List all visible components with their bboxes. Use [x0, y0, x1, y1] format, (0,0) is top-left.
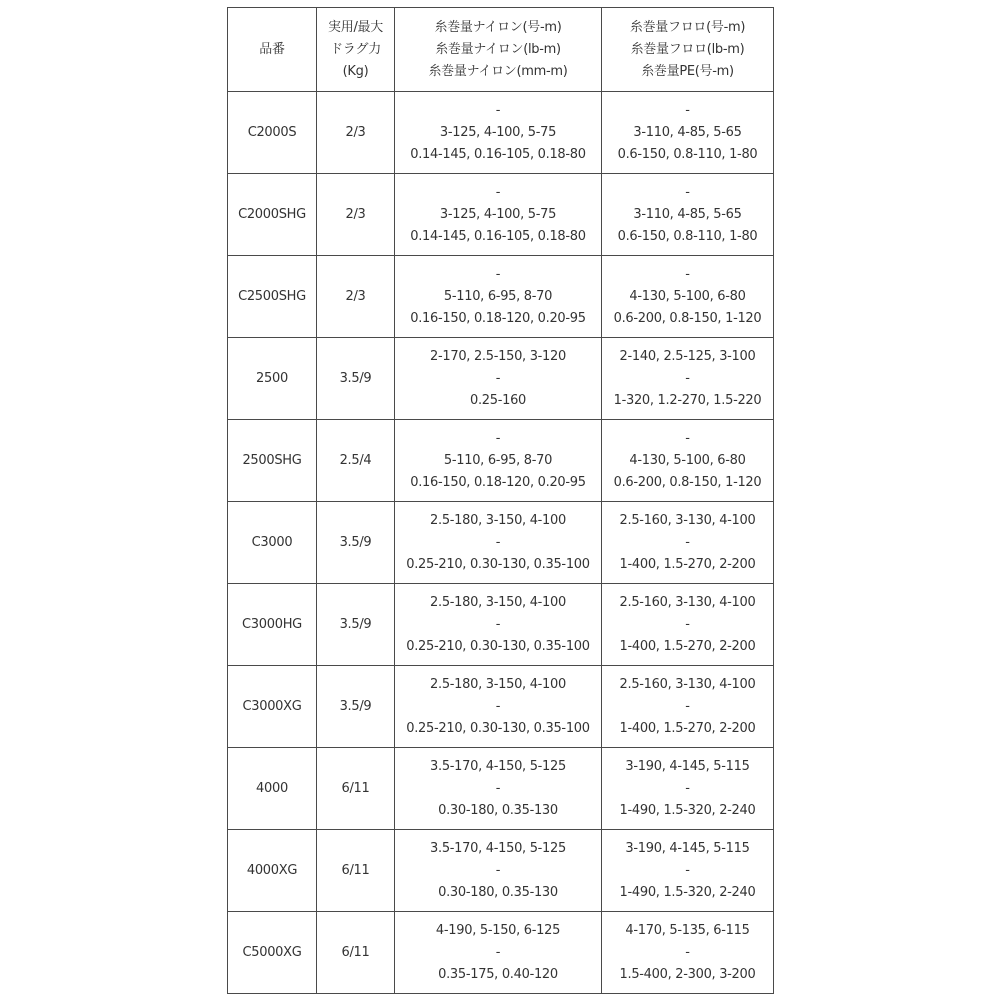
cell-drag [317, 830, 395, 912]
table-row [228, 748, 774, 830]
cell-fluoro [602, 502, 774, 584]
cell-nylon-line: - [495, 534, 501, 550]
cell-fluoro-line: - [685, 698, 690, 714]
cell-fluoro-line: 4-170, 5-135, 6-115 [625, 922, 750, 938]
cell-nylon-line: 0.16-150, 0.18-120, 0.20-95 [410, 474, 586, 490]
table-row [228, 830, 774, 912]
cell-nylon [395, 748, 602, 830]
cell-model-line: C2000S [247, 124, 297, 140]
cell-drag-line: 6/11 [341, 862, 370, 878]
cell-drag [317, 748, 395, 830]
cell-nylon-line: 2.5-180, 3-150, 4-100 [430, 594, 566, 610]
cell-nylon [395, 912, 602, 994]
cell-model-line: C5000XG [242, 944, 302, 960]
cell-model [228, 912, 317, 994]
cell-fluoro [602, 420, 774, 502]
cell-fluoro-line: 2-140, 2.5-125, 3-100 [619, 348, 756, 364]
cell-fluoro [602, 666, 774, 748]
cell-nylon-line: 3.5-170, 4-150, 5-125 [430, 758, 566, 774]
cell-fluoro-line: - [685, 430, 690, 446]
cell-nylon-line: 0.14-145, 0.16-105, 0.18-80 [410, 146, 586, 162]
header-drag-line: ドラグ力 [330, 41, 381, 57]
cell-fluoro [602, 584, 774, 666]
cell-nylon-line: 0.30-180, 0.35-130 [438, 802, 558, 818]
cell-fluoro-line: 1-400, 1.5-270, 2-200 [619, 720, 756, 736]
cell-fluoro-line: - [685, 616, 690, 632]
cell-drag-line: 2.5/4 [339, 452, 372, 468]
header-fluoro-pe-capacity [602, 8, 774, 92]
cell-fluoro [602, 912, 774, 994]
cell-nylon [395, 256, 602, 338]
cell-nylon-line: - [495, 698, 501, 714]
spec-table-body [228, 92, 774, 994]
cell-fluoro-line: 2.5-160, 3-130, 4-100 [619, 512, 756, 528]
cell-fluoro-line: 4-130, 5-100, 6-80 [629, 452, 746, 468]
cell-nylon [395, 666, 602, 748]
cell-drag [317, 584, 395, 666]
cell-nylon-line: 2-170, 2.5-150, 3-120 [430, 348, 566, 364]
cell-fluoro-line: 1-400, 1.5-270, 2-200 [619, 556, 756, 572]
cell-drag [317, 912, 395, 994]
cell-fluoro-line: - [685, 370, 690, 386]
cell-nylon-line: 2.5-180, 3-150, 4-100 [430, 676, 566, 692]
cell-nylon-line: - [495, 184, 501, 200]
header-drag [317, 8, 395, 92]
cell-fluoro-line: 3-110, 4-85, 5-65 [633, 206, 742, 222]
cell-drag-line: 6/11 [341, 944, 370, 960]
cell-fluoro-line: 3-190, 4-145, 5-115 [625, 758, 750, 774]
header-drag-line: 実用/最大 [328, 19, 383, 35]
table-row [228, 666, 774, 748]
cell-nylon-line: 3.5-170, 4-150, 5-125 [430, 840, 566, 856]
table-row [228, 420, 774, 502]
cell-model-line: 4000XG [246, 862, 298, 878]
header-fluoro-line: 糸巻量フロロ(号-m) [629, 19, 746, 35]
spec-table-header [228, 8, 774, 92]
cell-model-line: 2500 [256, 370, 288, 386]
table-row [228, 92, 774, 174]
cell-fluoro-line: 2.5-160, 3-130, 4-100 [619, 594, 756, 610]
cell-nylon [395, 92, 602, 174]
cell-nylon-line: - [495, 944, 501, 960]
cell-fluoro [602, 174, 774, 256]
cell-model [228, 420, 317, 502]
cell-model-line: C3000 [251, 534, 293, 550]
cell-fluoro-line: 1-400, 1.5-270, 2-200 [619, 638, 756, 654]
cell-drag [317, 92, 395, 174]
cell-model [228, 256, 317, 338]
cell-nylon-line: - [495, 616, 501, 632]
cell-model [228, 502, 317, 584]
cell-nylon [395, 584, 602, 666]
cell-nylon-line: 0.30-180, 0.35-130 [438, 884, 558, 900]
cell-nylon-line: 0.25-210, 0.30-130, 0.35-100 [406, 638, 590, 654]
cell-model [228, 338, 317, 420]
cell-drag [317, 174, 395, 256]
table-row [228, 174, 774, 256]
cell-drag-line: 6/11 [341, 780, 370, 796]
cell-nylon [395, 830, 602, 912]
cell-drag-line: 3.5/9 [339, 698, 372, 714]
cell-drag-line: 3.5/9 [339, 534, 372, 550]
cell-nylon-line: 5-110, 6-95, 8-70 [443, 288, 553, 304]
cell-nylon-line: - [495, 102, 501, 118]
cell-fluoro-line: 0.6-150, 0.8-110, 1-80 [617, 228, 758, 244]
cell-model-line: C3000XG [242, 698, 302, 714]
header-nylon-line: 糸巻量ナイロン(lb-m) [435, 41, 561, 57]
header-model-line: 品番 [259, 41, 285, 57]
cell-fluoro-line: 3-190, 4-145, 5-115 [625, 840, 750, 856]
cell-model [228, 830, 317, 912]
cell-fluoro-line: - [685, 534, 690, 550]
cell-nylon [395, 174, 602, 256]
cell-fluoro-line: 1.5-400, 2-300, 3-200 [619, 966, 756, 982]
cell-drag [317, 338, 395, 420]
cell-fluoro-line: 0.6-200, 0.8-150, 1-120 [613, 310, 762, 326]
cell-fluoro-line: 0.6-150, 0.8-110, 1-80 [617, 146, 758, 162]
cell-drag [317, 256, 395, 338]
header-nylon-line: 糸巻量ナイロン(mm-m) [428, 63, 568, 79]
cell-fluoro-line: - [685, 944, 690, 960]
cell-nylon-line: 0.25-160 [469, 392, 527, 408]
table-row [228, 256, 774, 338]
cell-drag [317, 502, 395, 584]
cell-model-line: C3000HG [242, 616, 302, 632]
cell-nylon-line: 0.25-210, 0.30-130, 0.35-100 [406, 556, 590, 572]
cell-model [228, 748, 317, 830]
cell-nylon [395, 420, 602, 502]
header-drag-line: (Kg) [342, 63, 369, 79]
cell-drag-line: 2/3 [345, 288, 366, 304]
cell-model [228, 666, 317, 748]
cell-fluoro [602, 338, 774, 420]
cell-nylon-line: - [495, 370, 501, 386]
cell-fluoro-line: - [685, 862, 690, 878]
cell-nylon-line: 3-125, 4-100, 5-75 [439, 206, 557, 222]
table-row [228, 584, 774, 666]
header-row [228, 8, 774, 92]
cell-drag-line: 2/3 [345, 206, 366, 222]
cell-fluoro [602, 748, 774, 830]
cell-nylon-line: 0.25-210, 0.30-130, 0.35-100 [406, 720, 590, 736]
cell-fluoro-line: 1-490, 1.5-320, 2-240 [619, 802, 756, 818]
table-row [228, 912, 774, 994]
cell-fluoro-line: 3-110, 4-85, 5-65 [633, 124, 742, 140]
cell-fluoro-line: 4-130, 5-100, 6-80 [629, 288, 746, 304]
cell-nylon-line: 4-190, 5-150, 6-125 [435, 922, 561, 938]
cell-nylon-line: 3-125, 4-100, 5-75 [439, 124, 557, 140]
cell-fluoro-line: 0.6-200, 0.8-150, 1-120 [613, 474, 762, 490]
cell-fluoro [602, 256, 774, 338]
spec-table [227, 7, 774, 994]
cell-fluoro-line: - [685, 266, 690, 282]
cell-fluoro-line: 2.5-160, 3-130, 4-100 [619, 676, 756, 692]
cell-model [228, 174, 317, 256]
cell-fluoro-line: - [685, 102, 690, 118]
cell-fluoro-line: 1-490, 1.5-320, 2-240 [619, 884, 756, 900]
cell-nylon-line: - [495, 430, 501, 446]
cell-nylon-line: 5-110, 6-95, 8-70 [443, 452, 553, 468]
table-row [228, 502, 774, 584]
header-nylon-capacity [395, 8, 602, 92]
cell-drag-line: 3.5/9 [339, 616, 372, 632]
header-fluoro-line: 糸巻量PE(号-m) [641, 63, 734, 79]
cell-model-line: 2500SHG [242, 452, 302, 468]
cell-fluoro-line: 1-320, 1.2-270, 1.5-220 [613, 392, 762, 408]
header-fluoro-line: 糸巻量フロロ(lb-m) [630, 41, 745, 57]
table-row [228, 338, 774, 420]
cell-drag-line: 3.5/9 [339, 370, 372, 386]
cell-drag-line: 2/3 [345, 124, 366, 140]
cell-nylon [395, 338, 602, 420]
cell-drag [317, 666, 395, 748]
cell-nylon-line: 2.5-180, 3-150, 4-100 [430, 512, 566, 528]
cell-nylon-line: 0.35-175, 0.40-120 [438, 966, 558, 982]
cell-nylon-line: 0.14-145, 0.16-105, 0.18-80 [410, 228, 586, 244]
cell-model-line: 4000 [256, 780, 288, 796]
cell-fluoro [602, 830, 774, 912]
cell-model-line: C2500SHG [238, 288, 306, 304]
cell-nylon-line: - [495, 780, 501, 796]
cell-nylon-line: - [495, 266, 501, 282]
cell-drag [317, 420, 395, 502]
cell-model [228, 584, 317, 666]
cell-nylon-line: 0.16-150, 0.18-120, 0.20-95 [410, 310, 586, 326]
header-model [228, 8, 317, 92]
header-nylon-line: 糸巻量ナイロン(号-m) [434, 19, 562, 35]
cell-fluoro [602, 92, 774, 174]
cell-nylon [395, 502, 602, 584]
cell-model [228, 92, 317, 174]
cell-fluoro-line: - [685, 184, 690, 200]
cell-model-line: C2000SHG [238, 206, 306, 222]
cell-nylon-line: - [495, 862, 501, 878]
cell-fluoro-line: - [685, 780, 690, 796]
